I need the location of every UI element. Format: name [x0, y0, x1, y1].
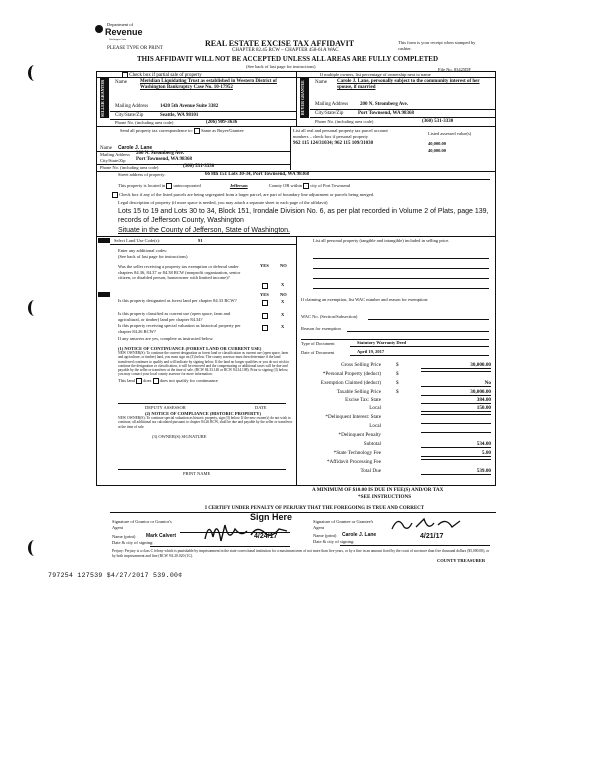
legal-label: Legal description of property (if more space is needed, you may attach a separate sheet to each page of the affidavit): [118, 200, 328, 205]
fin-label: Local: [369, 423, 381, 429]
q1-no-mark: X: [281, 282, 285, 287]
dollar-sign: $: [396, 362, 399, 368]
assessed-value-1[interactable]: 40,000.00: [428, 141, 446, 146]
yes-header-2: YES: [260, 292, 269, 297]
question-current-use: Is this property classified as current use (open space, farm and agricultural, or timber) land per chapter 84.34?: [118, 311, 231, 322]
corr-name-field[interactable]: Carole J. Lane: [118, 145, 153, 151]
sign-here-tab: Sign Here: [250, 512, 293, 522]
dollar-sign: $: [396, 371, 399, 377]
q1-no-answer[interactable]: [281, 282, 284, 288]
seller-phone-label: Phone No. (including area code): [115, 120, 174, 125]
city-of-label: city of Port Townsend: [310, 183, 350, 189]
fin-label: Taxable Selling Price: [336, 389, 381, 395]
grantee-name-field[interactable]: Carole J. Lane: [342, 532, 377, 538]
county-or-label: County OR within: [268, 183, 303, 189]
fin-value[interactable]: [421, 414, 491, 415]
fin-label: Subtotal: [363, 441, 381, 447]
logo-state-text: Washington State: [109, 38, 127, 41]
fin-subtotal: [301, 441, 491, 450]
seller-phone-field[interactable]: (206) 909-3636: [206, 120, 238, 125]
seller-name-label: Name: [115, 80, 127, 85]
doc-type-label: Type of Document: [301, 341, 335, 346]
q4-yes-checkbox[interactable]: [262, 325, 268, 331]
fin-value[interactable]: [421, 371, 491, 372]
fin-value[interactable]: [421, 423, 491, 424]
grid-line: [313, 278, 489, 279]
buyer-phone-field[interactable]: (360) 531-3330: [422, 119, 454, 124]
corr-address-field[interactable]: 200 N. Stromberg Ave.: [136, 151, 185, 156]
notice-continuance-title: (1) NOTICE OF CONTINUANCE (FOREST LAND OR CURRENT USE): [118, 346, 262, 351]
grantor-date-field[interactable]: 4/24/17: [254, 533, 278, 540]
buyer-name-field[interactable]: Carole J. Lane, personally subject to the community interest of her spouse, if married: [337, 79, 480, 90]
land-use-label: Select Land Use Code(s):: [114, 238, 161, 243]
grantee-name-label: Name (print): [313, 533, 337, 538]
certify-statement: I CERTIFY UNDER PENALTY OF PERJURY THAT THE FOREGOING IS TRUE AND CORRECT: [205, 506, 425, 511]
correspondence-text: Send all property tax correspondence to:: [120, 128, 193, 134]
grantor-name-label: Name (print): [112, 534, 136, 539]
logo-mark-icon: [95, 25, 103, 33]
city-checkbox[interactable]: [303, 183, 309, 189]
county-field[interactable]: Jefferson: [229, 183, 248, 189]
grid-line: [296, 71, 297, 126]
multiple-owners-note: If multiple owners, list percentage of ownership next to name: [320, 72, 431, 77]
land-qualify-row: [118, 378, 218, 384]
grantee-date-label: Date & city of signing:: [313, 539, 355, 544]
buyer-city-field[interactable]: Port Townsend, WA 98368: [358, 111, 415, 116]
fin-delinquent-penalty: [301, 432, 491, 441]
buyer-city-label: City/State/Zip: [315, 111, 344, 116]
q4-no-mark: X: [281, 324, 285, 329]
located-in-row: [118, 183, 498, 189]
logo-revenue-text: Revenue: [105, 27, 143, 37]
fin-label: Exemption Claimed (deduct): [320, 380, 381, 386]
fin-total-due: [301, 468, 491, 477]
fin-personal-property: [301, 371, 491, 380]
forest-bullet: [98, 292, 110, 297]
correspondence-label: [120, 128, 244, 134]
seller-address-field[interactable]: 1420 5th Avenue Suite 3382: [160, 104, 219, 109]
legal-description-field[interactable]: Lots 15 to 19 and Lots 30 to 34, Block 151, Irondale Division No. 6, as per plat recorded in Volume 2 of Plats, page 139, records of Jefferson County, Washington: [118, 208, 489, 224]
buyer-address-label: Mailing Address: [315, 102, 349, 107]
grid-line: [313, 288, 489, 289]
fin-delinquent-interest-state: [301, 414, 491, 423]
fin-affidavit-processing-fee: [301, 459, 491, 468]
notice-historic-body: NEW OWNER(S): To continue special valuation as historic property, sign (3) below. If the new owner(s) do not wish to continue, all additional tax calculated pursuant to chapter 84.26 RCW, shall be due and payable by the seller or transferor at the time of sale.: [118, 416, 293, 429]
q3-no-answer[interactable]: [281, 312, 284, 318]
fin-label: *Delinquent Interest: State: [325, 414, 381, 420]
question-exemption: Was the seller receiving a property tax exemption or deferral under chapters 84.36, 84.37 or 84.38 RCW (nonprofit organization, senior citizen, or disabled person, homeowner with limited income)?: [118, 264, 241, 280]
q1-yes-checkbox[interactable]: [262, 283, 268, 289]
hole-punch-mark: [28, 300, 41, 316]
dor-logo: [95, 22, 141, 44]
does-not-checkbox[interactable]: [153, 378, 159, 384]
grantee-signature-label: Signature of Grantee or Grantee's Agent: [313, 519, 374, 530]
assessed-heading: Listed assessed value(s): [428, 131, 472, 136]
situate-text: Situate in the County of Jefferson, State of Washington.: [118, 227, 290, 234]
hole-punch-mark: [28, 65, 41, 81]
grid-line: [296, 236, 297, 486]
assessed-value-2[interactable]: 40,000.00: [428, 148, 446, 153]
grantee-signature[interactable]: [388, 513, 463, 535]
same-as-buyer-checkbox[interactable]: [194, 128, 200, 134]
fin-value[interactable]: [421, 459, 491, 460]
reason-field[interactable]: [347, 331, 489, 332]
grid-line: [110, 111, 296, 112]
grid-line: [313, 258, 489, 259]
hole-punch-mark: [28, 540, 41, 556]
corr-phone-field[interactable]: (360) 531-3330: [183, 164, 215, 169]
q3-no-mark: X: [281, 312, 285, 317]
receipt-note: This form is your receipt when stamped by cashier.: [398, 40, 476, 51]
buyer-name-label: Name: [315, 80, 327, 85]
seller-city-field[interactable]: Seattle, WA 98101: [160, 113, 199, 118]
file-number: File No. 83425DF: [438, 67, 471, 72]
same-as-buyer-label: Same as Buyer/Grantee: [201, 128, 244, 134]
doc-type-field[interactable]: Statutory Warranty Deed: [357, 340, 407, 345]
fin-exemption-claimed: [301, 380, 491, 389]
question-historic: Is this property receiving special valuation as historical property per chapter 84.26 RCW?: [118, 323, 241, 334]
grid-line: [340, 545, 490, 546]
seller-address-label: Mailing Address: [115, 104, 149, 109]
corr-city-label: City/State/Zip: [100, 158, 126, 163]
grantor-signature[interactable]: [195, 517, 295, 545]
fin-excise-local: [301, 405, 491, 414]
corr-phone-label: Phone No. (including area code): [100, 165, 159, 170]
fin-delinquent-interest-local: [301, 423, 491, 432]
fin-value[interactable]: 534.00: [421, 441, 491, 448]
yes-header-1: YES: [260, 263, 269, 268]
fin-label: Local: [369, 405, 381, 411]
fin-value[interactable]: [421, 432, 491, 433]
deputy-assessor-label: DEPUTY ASSESSOR: [145, 405, 186, 410]
grid-line: [150, 546, 290, 547]
q4-no-answer[interactable]: [281, 324, 284, 330]
minimum-due-note: A MINIMUM OF $10.00 IS DUE IN FEE(S) AND/OR TAX: [312, 487, 444, 493]
cashier-receipt-stamp: 797254 127539 $4/27/2017 539.00¢: [48, 572, 183, 579]
doc-date-label: Date of Document: [301, 350, 335, 355]
does-checkbox[interactable]: [136, 378, 142, 384]
fin-value[interactable]: 150.00: [421, 405, 491, 412]
fin-value[interactable]: 30,000.00: [421, 389, 491, 396]
fin-value[interactable]: 539.00: [421, 468, 491, 475]
fin-value[interactable]: 5.00: [421, 450, 491, 457]
see-back-note: (See back of last page for instructions): [118, 254, 188, 259]
owner-signature-label: (3) OWNER(S) SIGNATURE: [152, 434, 207, 439]
wac-label: WAC No. (Section/Subsection): [301, 314, 358, 319]
fin-value[interactable]: 384.00: [421, 397, 491, 404]
street-address-field[interactable]: 66 8th 151 Lots 30-34, Port Townsend, WA 98368: [205, 172, 310, 177]
does-not-label: does not qualify for continuance: [159, 378, 218, 384]
doc-date-field[interactable]: April 19, 2017: [357, 349, 385, 354]
parcel-numbers-field[interactable]: 962 115 124/31034; 962 115 109/31030: [293, 141, 374, 146]
fin-label: *State Technology Fee: [333, 450, 381, 456]
no-header-2: NO: [280, 292, 287, 297]
county-treasurer-label: COUNTY TREASURER: [437, 558, 486, 563]
land-use-code[interactable]: 91: [198, 238, 203, 243]
wac-field[interactable]: [368, 319, 489, 320]
street-label: Street address of property:: [118, 172, 166, 177]
perjury-notice: Perjury: Perjury is a class C felony which is punishable by imprisonment in the state correctional institution for a maximum term of not more than five years, or by a fine in an amount fixed by the court of not more than five thousand dollars ($5,000.00), or by both imprisonment and fine (RCW 9A.20.020 (1C).: [112, 549, 490, 558]
does-label: does: [143, 378, 152, 384]
fin-label: *Affidavit Processing Fee: [326, 459, 381, 465]
grid-line: [313, 268, 489, 269]
grantee-date-field[interactable]: 4/21/17: [420, 533, 444, 540]
unincorporated-label: unincorporated: [173, 183, 201, 189]
parcels-heading: List all real and personal property tax parcel account numbers – check box if personal property: [293, 128, 388, 139]
unincorporated-checkbox[interactable]: [166, 183, 172, 189]
dollar-sign: $: [396, 380, 399, 386]
grid-line: [350, 346, 489, 347]
deputy-date-label: DATE: [255, 405, 267, 410]
segregated-checkbox[interactable]: [112, 192, 118, 198]
grid-line: [310, 117, 496, 118]
seller-city-label: City/State/Zip: [115, 113, 144, 118]
seller-grantor-label: SELLER GRANTOR: [100, 78, 109, 118]
corr-name-label: Name: [100, 146, 112, 151]
instructions-note: (See back of last page for instructions): [246, 64, 316, 69]
grid-line: [200, 179, 490, 180]
notice-continuance-body: NEW OWNER(S): To continue the current designation as forest land or classification as current use (open space, farm and agriculture, or timber) land, you must sign on (3) below. The county assessor must then determine if the land transferred continues to qualify and will indicate by signing below. If the land no longer qualifies or you do not wish to continue the designation or classification, it will be removed and the compensating or additional taxes will be due and payable by the seller or transferor at the time of sale. (RCW 84.33.140 or RCW 84.34.108). Prior to signing (3) below, you may contact your local county assessor for more information.: [118, 351, 290, 377]
notice-historic-title: (2) NOTICE OF COMPLIANCE (HISTORIC PROPERTY): [145, 411, 261, 416]
corr-address-label: Mailing Address: [100, 152, 130, 157]
dollar-sign: $: [396, 389, 399, 395]
personal-property-label: List all personal property (tangible and intangible) included in selling price.: [313, 238, 450, 243]
partial-sale-label: Check box if partial sale of property: [129, 73, 202, 79]
print-name-label: PRINT NAME: [183, 471, 211, 476]
fin-value[interactable]: No: [421, 380, 491, 387]
form-warning: THIS AFFIDAVIT WILL NOT BE ACCEPTED UNLESS ALL AREAS ARE FULLY COMPLETED: [137, 55, 439, 63]
grid-line: [310, 109, 496, 110]
form-title: REAL ESTATE EXCISE TAX AFFIDAVIT: [205, 39, 355, 48]
additional-codes-label: Enter any additional codes:: [118, 248, 168, 253]
fin-value[interactable]: 30,000.00: [421, 362, 491, 369]
grantor-signature-label: Signature of Grantor or Grantor's Agent: [112, 519, 172, 530]
grid-line: [118, 403, 286, 404]
grid-line: [290, 126, 291, 170]
fin-label: Gross Selling Price: [340, 362, 381, 368]
land-use-bullet: [98, 238, 110, 243]
segregated-label: Check box if any of the listed parcels are being segregated from a larger parcel, are part of boundary line adjustment or parcels being merged.: [119, 192, 375, 198]
located-in-label: This property is located in: [118, 183, 166, 189]
grantor-name-field[interactable]: Mark Calvert: [146, 533, 177, 539]
corr-city-field[interactable]: Port Townsend, WA 98368: [136, 157, 193, 162]
logo-dept-text: Department of: [107, 22, 134, 27]
form-chapter: CHAPTER 82.45 RCW – CHAPTER 458-61A WAC: [232, 48, 339, 53]
q2-yes-checkbox[interactable]: [262, 300, 268, 306]
q3-yes-checkbox[interactable]: [262, 313, 268, 319]
grid-line: [110, 244, 296, 245]
land-label: This land: [118, 378, 135, 384]
see-instructions-note: *SEE INSTRUCTIONS: [358, 494, 412, 500]
fin-label: *Delinquent Penalty: [338, 432, 381, 438]
fin-state-technology-fee: [301, 450, 491, 459]
grid-line: [118, 469, 286, 470]
no-header-1: NO: [280, 263, 287, 268]
grantor-date-label: Date & city of signing:: [112, 540, 154, 545]
grid-line: [350, 355, 489, 356]
fin-gross-selling-price: [301, 362, 491, 371]
fin-label: *Personal Property (deduct): [322, 371, 381, 377]
buyer-phone-label: Phone No. (including area code): [315, 119, 374, 124]
question-forest: Is this property designated as forest land per chapter 84.33 RCW?: [118, 298, 237, 303]
exemption-claim-label: If claiming an exemption, list WAC number and reason for exemption:: [301, 297, 429, 302]
if-any-yes-note: If any answers are yes, complete as instructed below.: [118, 336, 214, 341]
fin-label: Total Due: [360, 468, 381, 474]
grid-line: [96, 126, 496, 127]
buyer-grantee-label: BUYER GRANTEE: [300, 78, 309, 118]
q2-no-mark: X: [281, 299, 285, 304]
print-note: PLEASE TYPE OR PRINT: [107, 46, 163, 51]
seller-name-field[interactable]: Meridian Liquidating Trust as established in Western District of Washington Bankruptcy Case No. 10-17952: [140, 79, 277, 90]
segregated-row: [112, 192, 492, 198]
buyer-address-field[interactable]: 200 N. Stromberg Ave.: [360, 102, 409, 107]
q2-no-answer[interactable]: [281, 299, 284, 305]
fin-label: Excise Tax: State: [345, 397, 381, 403]
reason-label: Reason for exemption: [301, 326, 341, 331]
